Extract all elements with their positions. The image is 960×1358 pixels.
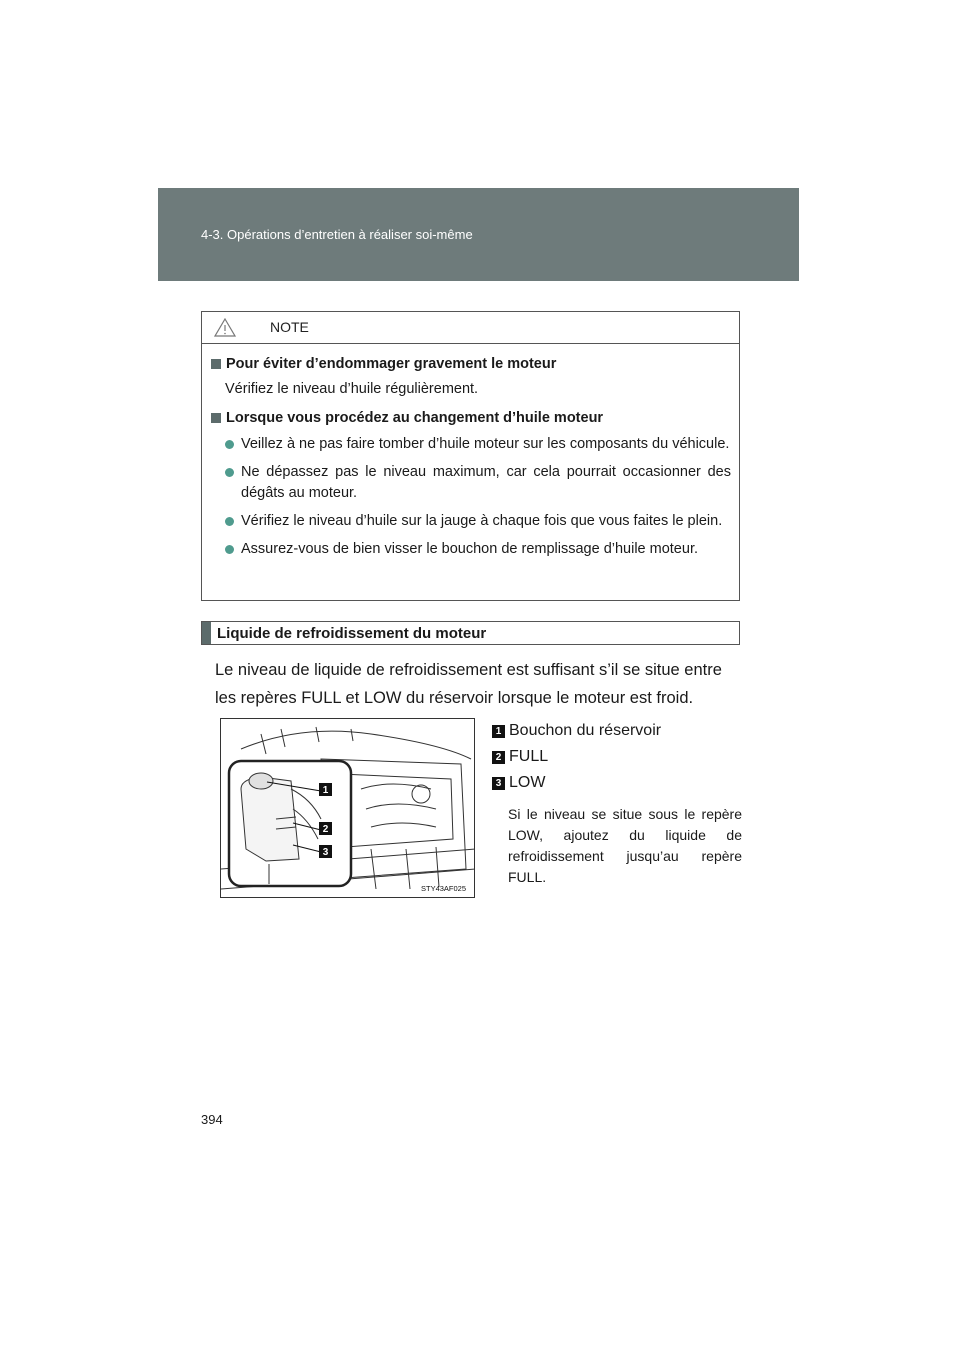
warning-icon [214, 318, 236, 337]
bullet-dot-icon [225, 517, 234, 526]
square-bullet-icon [211, 359, 221, 369]
note-bullet: Assurez-vous de bien visser le bouchon de remplissage d’huile moteur. [225, 539, 731, 560]
callout-2-label: 2 [322, 824, 329, 835]
legend-note: Si le niveau se situe sous le repère LOW, ajoutez du liquide de refroidissement jusqu’au repère FULL. [508, 806, 742, 885]
legend-item: 2 FULL [492, 744, 742, 770]
legend-number: 1 [492, 725, 505, 738]
bullet-dot-icon [225, 440, 234, 449]
note-body [202, 344, 739, 560]
figure-code: STY43AF025 [421, 884, 467, 893]
note-text: Vérifiez le niveau d’huile régulièrement. [225, 381, 479, 397]
note-title: NOTE [270, 319, 309, 335]
note-header [202, 312, 739, 344]
legend-number: 3 [492, 777, 505, 790]
section-breadcrumb: 4-3. Opérations d’entretien à réaliser soi-même [201, 227, 473, 242]
section-heading: Liquide de refroidissement du moteur [201, 621, 740, 645]
callout-3-label: 3 [322, 847, 329, 858]
figure-legend [492, 718, 742, 888]
square-bullet-icon [211, 413, 221, 423]
note-subheading: Pour éviter d’endommager gravement le moteur [211, 354, 731, 375]
legend-item: 3 LOW [492, 770, 742, 796]
section-intro: Le niveau de liquide de refroidissement est suffisant s’il se situe entre les repères FULL et LOW du réservoir lorsque le moteur est froid. [215, 661, 722, 707]
coolant-reservoir-illustration [220, 718, 475, 898]
callout-1-label: 1 [322, 785, 329, 796]
engine-bay-drawing [221, 719, 475, 898]
page-number: 394 [201, 1112, 223, 1127]
note-bullet: Ne dépassez pas le niveau maximum, car cela pourrait occasionner des dégâts au moteur. [225, 462, 731, 504]
note-bullet: Vérifiez le niveau d’huile sur la jauge à chaque fois que vous faites le plein. [225, 511, 731, 532]
bullet-dot-icon [225, 545, 234, 554]
legend-item: 1 Bouchon du réservoir [492, 718, 742, 744]
section-heading-bar [202, 622, 211, 644]
legend-number: 2 [492, 751, 505, 764]
note-bullet: Veillez à ne pas faire tomber d’huile moteur sur les composants du véhicule. [225, 434, 731, 455]
bullet-dot-icon [225, 468, 234, 477]
note-box [201, 311, 740, 601]
note-subheading: Lorsque vous procédez au changement d’huile moteur [211, 408, 731, 429]
